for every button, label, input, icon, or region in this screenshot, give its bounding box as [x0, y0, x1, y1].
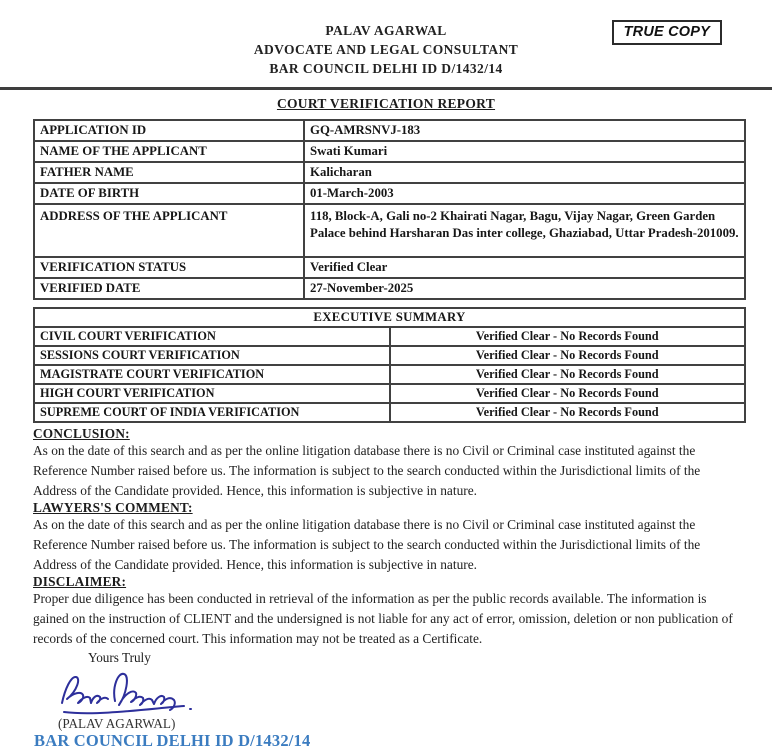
signatory-name: (PALAV AGARWAL) — [58, 716, 176, 731]
page-title: COURT VERIFICATION REPORT — [276, 96, 496, 111]
row-label: SESSIONS COURT VERIFICATION — [34, 346, 390, 365]
section-lawyers-comment — [33, 501, 742, 575]
narrative-sections — [33, 427, 742, 649]
row-label: SUPREME COURT OF INDIA VERIFICATION — [34, 403, 390, 422]
section-body: As on the date of this search and as per the online litigation database there is no Civil or Criminal case instituted against the Reference Number raised before us. The information is subject to the search conducted within the Jurisdictional limits of the Address of the Candidate provided. Hence, this information is subjective in nature. — [33, 443, 701, 498]
row-value: 118, Block-A, Gali no-2 Khairati Nagar, Bagu, Vijay Nagar, Green Garden Palace behind Harsharan Das inter college, Ghaziabad, Uttar Pradesh-201009. — [304, 204, 745, 257]
row-value: Verified Clear - No Records Found — [390, 365, 746, 384]
row-value: Verified Clear — [304, 257, 745, 278]
table-row — [34, 278, 745, 299]
section-conclusion — [33, 427, 742, 501]
section-heading: DISCLAIMER: — [33, 574, 127, 589]
row-label: FATHER NAME — [34, 162, 304, 183]
letterhead-bar-id: BAR COUNCIL DELHI ID D/1432/14 — [269, 61, 503, 76]
row-value: Verified Clear - No Records Found — [390, 327, 746, 346]
signature-image — [52, 667, 772, 717]
table-row — [34, 327, 745, 346]
row-label: APPLICATION ID — [34, 120, 304, 141]
applicant-table — [33, 119, 746, 300]
row-label: DATE OF BIRTH — [34, 183, 304, 204]
row-value: Swati Kumari — [304, 141, 745, 162]
table-row — [34, 162, 745, 183]
row-label: VERIFICATION STATUS — [34, 257, 304, 278]
table-row — [34, 204, 745, 257]
row-label: ADDRESS OF THE APPLICANT — [34, 204, 304, 257]
row-label: HIGH COURT VERIFICATION — [34, 384, 390, 403]
row-value: Verified Clear - No Records Found — [390, 384, 746, 403]
section-disclaimer — [33, 575, 742, 649]
signature-ink-icon — [52, 667, 202, 717]
advocate-name: PALAV AGARWAL — [325, 23, 447, 38]
summary-table-title: EXECUTIVE SUMMARY — [34, 308, 745, 327]
table-row — [34, 120, 745, 141]
section-body: Proper due diligence has been conducted in retrieval of the information as per the public records available. The information is gained on the instruction of CLIENT and the undersigned is not liable for any act of error, omission, deletion or non publication of records of the concerned court. This information may not be treated as a Certificate. — [33, 591, 733, 646]
section-heading: LAWYERS'S COMMENT: — [33, 500, 193, 515]
row-value: GQ-AMRSNVJ-183 — [304, 120, 745, 141]
true-copy-stamp: TRUE COPY — [612, 20, 722, 45]
row-label: NAME OF THE APPLICANT — [34, 141, 304, 162]
row-value: Verified Clear - No Records Found — [390, 346, 746, 365]
row-value: Kalicharan — [304, 162, 745, 183]
executive-summary-table — [33, 307, 746, 423]
row-value: Verified Clear - No Records Found — [390, 403, 746, 422]
table-row — [34, 346, 745, 365]
table-row — [34, 384, 745, 403]
salutation: Yours Truly — [88, 650, 151, 665]
row-value: 27-November-2025 — [304, 278, 745, 299]
section-body: As on the date of this search and as per the online litigation database there is no Civil or Criminal case instituted against the Reference Number raised before us. The information is subject to the search conducted within the Jurisdictional limits of the Address of the Candidate provided. Hence, this information is subjective in nature. — [33, 517, 701, 572]
table-row — [34, 257, 745, 278]
section-heading: CONCLUSION: — [33, 426, 130, 441]
bar-council-id: BAR COUNCIL DELHI ID D/1432/14 — [34, 731, 311, 750]
table-row — [34, 141, 745, 162]
table-row — [34, 403, 745, 422]
row-value: 01-March-2003 — [304, 183, 745, 204]
table-header-row — [34, 308, 745, 327]
table-row — [34, 183, 745, 204]
row-label: CIVIL COURT VERIFICATION — [34, 327, 390, 346]
row-label: MAGISTRATE COURT VERIFICATION — [34, 365, 390, 384]
row-label: VERIFIED DATE — [34, 278, 304, 299]
advocate-role: ADVOCATE AND LEGAL CONSULTANT — [253, 42, 519, 57]
table-row — [34, 365, 745, 384]
header-divider — [0, 87, 772, 90]
